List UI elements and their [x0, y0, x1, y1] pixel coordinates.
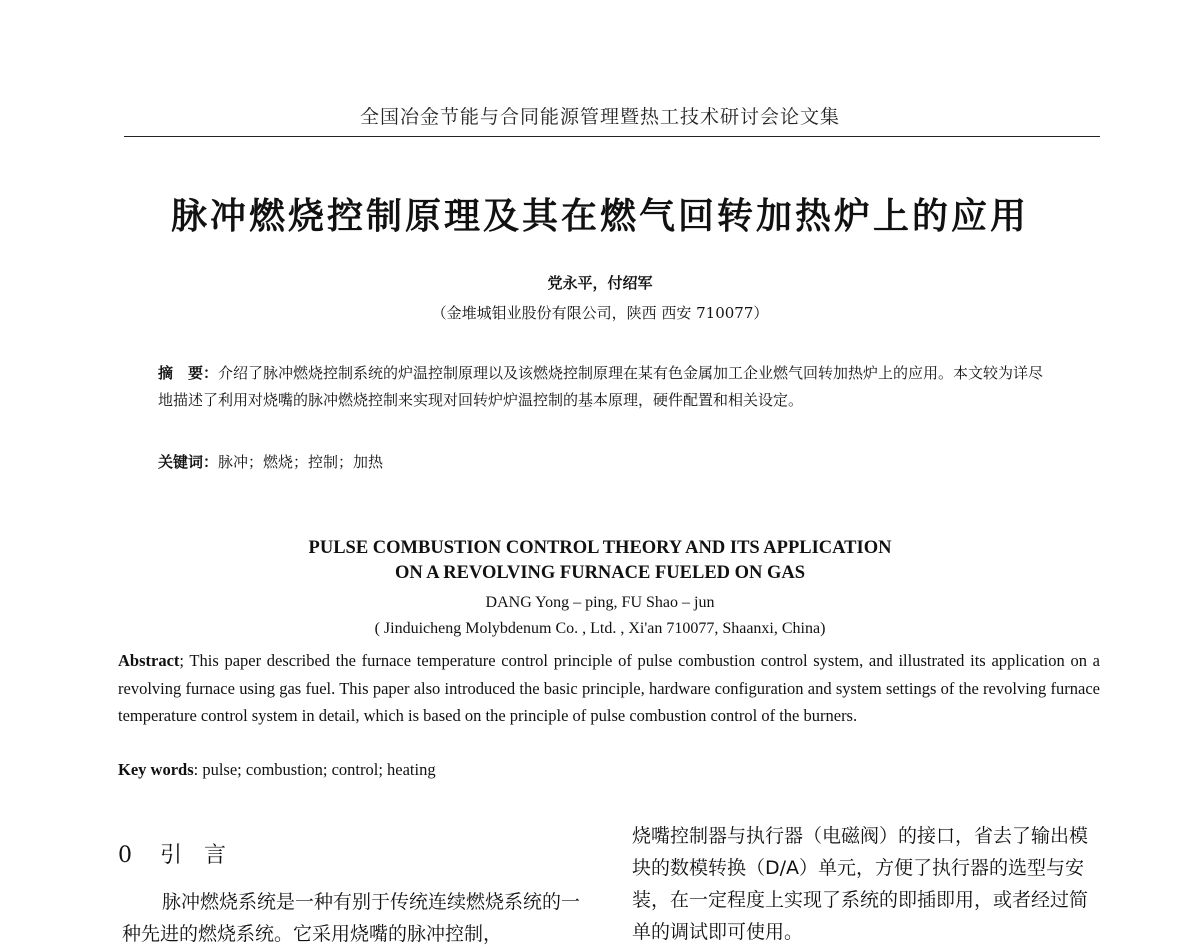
section-number: 0: [118, 843, 132, 868]
abstract-cn-text: 介绍了脉冲燃烧控制系统的炉温控制原理以及该燃烧控制原理在某有色金属加工企业燃气回转加热炉上的应用。本文较为详尽地描述了利用对烧嘴的脉冲燃烧控制来实现对回转炉炉温控制的基本原理，硬件配置和相关设定。: [158, 364, 1044, 409]
abstract-cn-label: 摘 要：: [158, 364, 219, 382]
keywords-cn: [158, 451, 383, 472]
abstract-en-text: ; This paper described the furnace temperature control principle of pulse combustion control system, and illustrated its application on a revolving furnace using gas fuel. This paper also introduced the basic principle, hardware configuration and system settings of the revolving furnace temperature control system in detail, which is based on the principle of pulse combustion control of the burners.: [118, 651, 1100, 725]
english-affiliation: ( Jinduicheng Molybdenum Co. , Ltd. , Xi'an 710077, Shaanxi, China): [374, 620, 826, 637]
body-text-right-column: 烧嘴控制器与执行器（电磁阀）的接口，省去了输出模块的数模转换（D/A）单元，方便了执行器的选型与安装，在一定程度上实现了系统的即插即用，或者经过简单的调试即可使用。: [632, 825, 1089, 943]
authors-cn: 党永平，付绍军: [547, 274, 653, 292]
running-header: 全国冶金节能与合同能源管理暨热工技术研讨会论文集: [359, 106, 840, 128]
keywords-en-text: : pulse; combustion; control; heating: [193, 760, 436, 779]
affiliation-cn: （金堆城钼业股份有限公司，陕西 西安 710077）: [431, 304, 769, 322]
english-authors: DANG Yong – ping, FU Shao – jun: [485, 594, 715, 611]
abstract-cn: [158, 360, 1058, 414]
english-title-line1: PULSE COMBUSTION CONTROL THEORY AND ITS APPLICATION: [308, 538, 892, 558]
section-heading: [118, 838, 254, 869]
english-title-line2: ON A REVOLVING FURNACE FUELED ON GAS: [394, 563, 806, 583]
keywords-cn-text: 脉冲；燃烧；控制；加热: [218, 453, 384, 471]
section-title: 引 言: [160, 843, 227, 868]
keywords-en-label: Key words: [118, 760, 194, 779]
abstract-en: [118, 647, 1100, 730]
keywords-cn-label: 关键词：: [158, 453, 219, 471]
keywords-en: [118, 760, 436, 780]
body-text-left-column: 脉冲燃烧系统是一种有别于传统连续燃烧系统的一种先进的燃烧系统。它采用烧嘴的脉冲控制，: [122, 891, 581, 945]
abstract-en-label: Abstract: [118, 651, 180, 670]
header-rule: [124, 136, 1100, 137]
english-title: [0, 536, 1200, 586]
paper-title: 脉冲燃烧控制原理及其在燃气回转加热炉上的应用: [170, 196, 1029, 237]
